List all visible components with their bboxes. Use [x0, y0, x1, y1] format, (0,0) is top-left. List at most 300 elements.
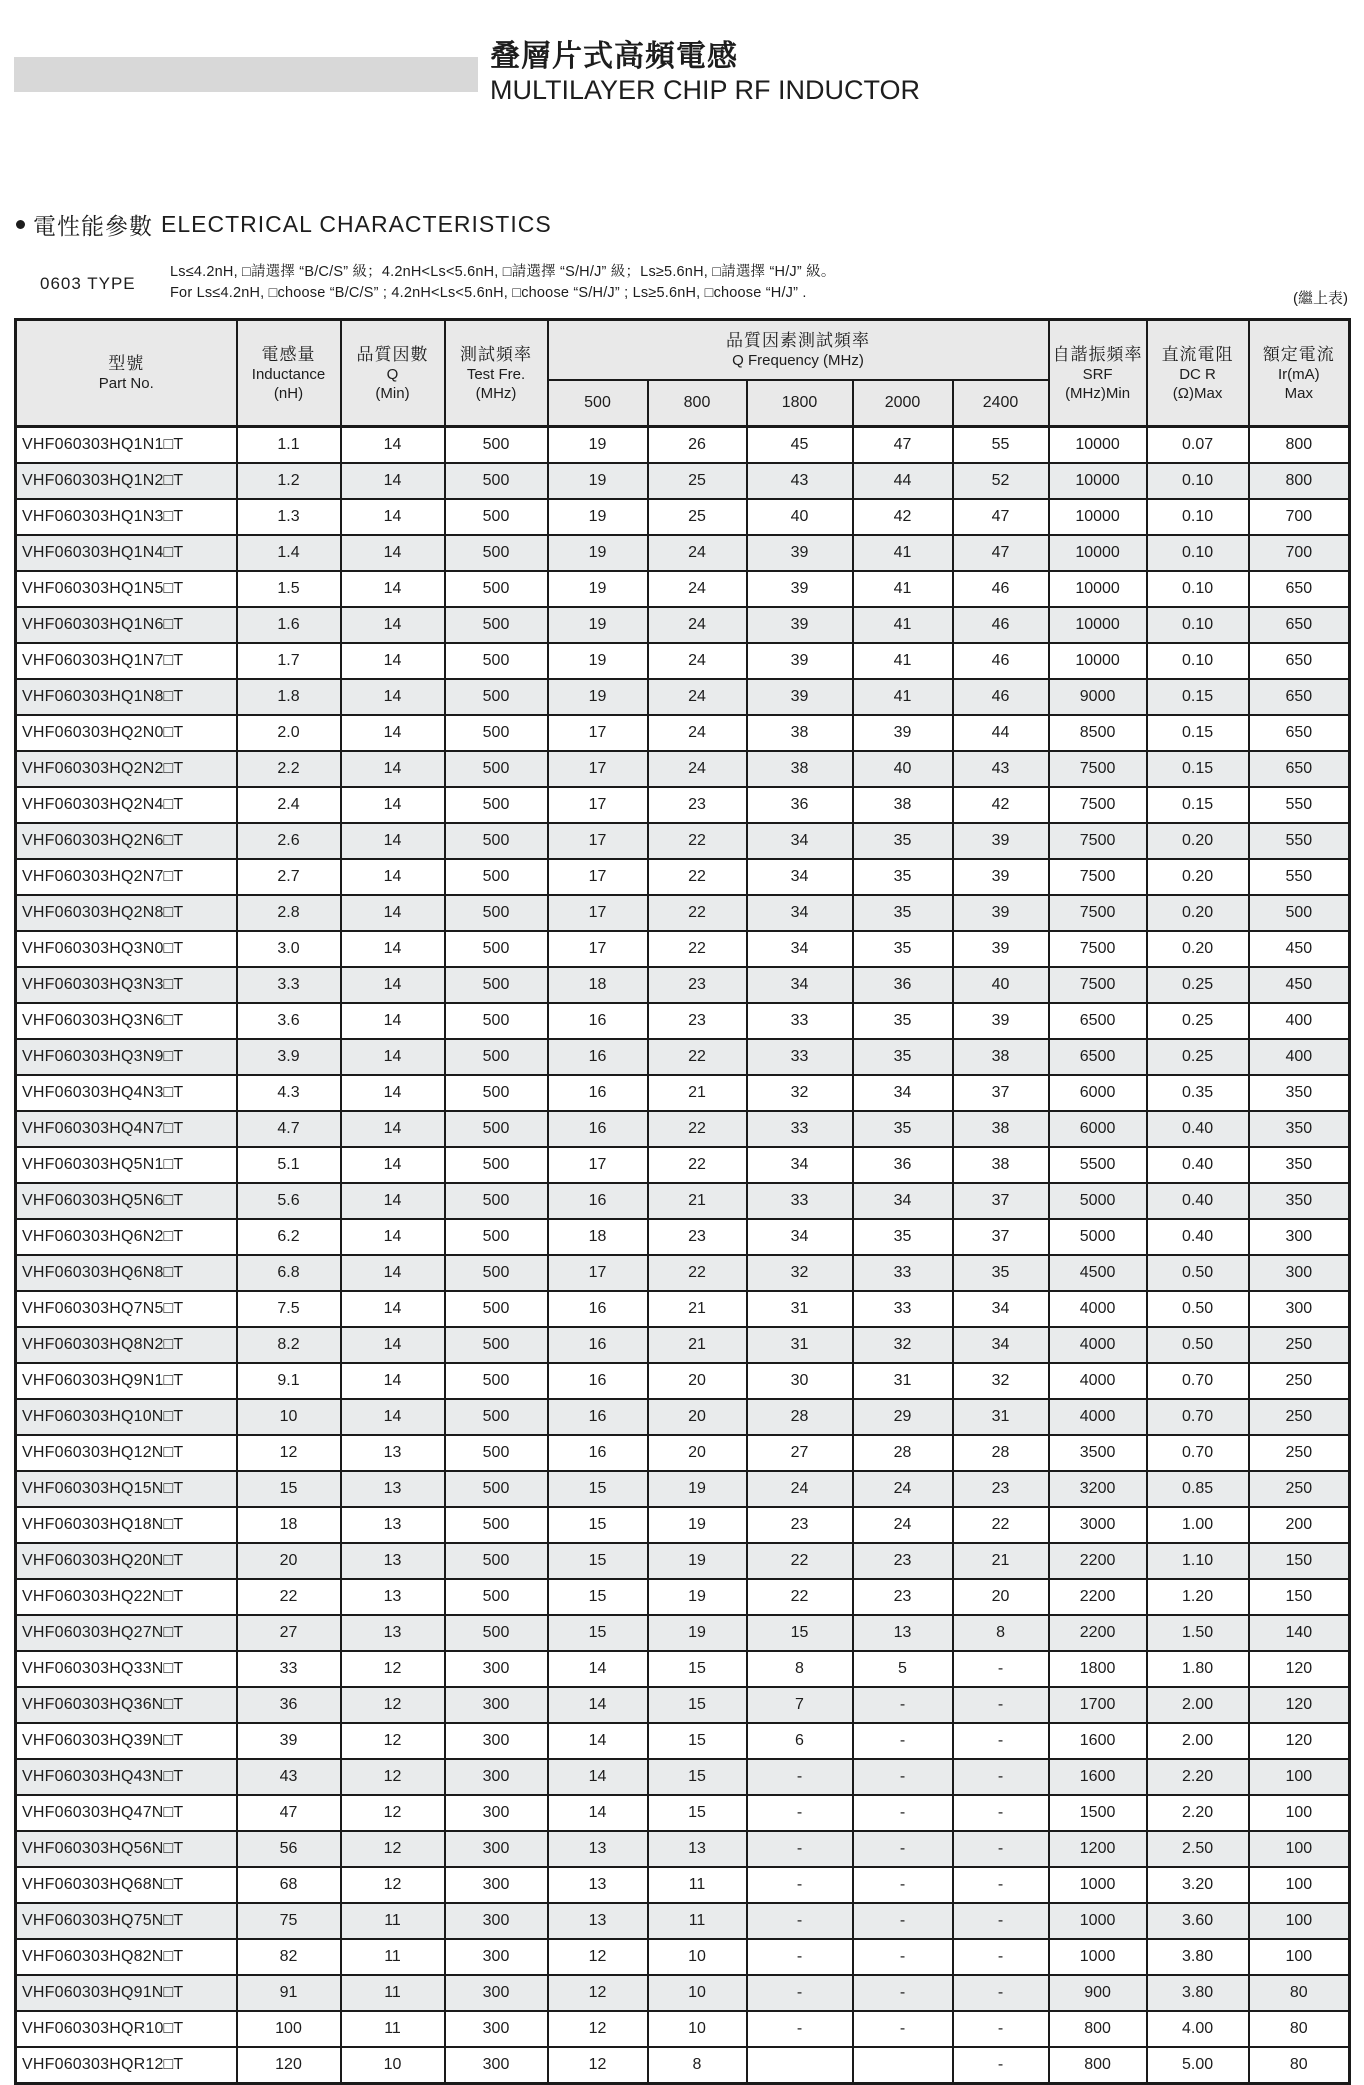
q-at-500mhz-cell: 16 [548, 1111, 648, 1147]
part-no-cell: VHF060303HQ47N□T [16, 1795, 237, 1831]
q-at-1800mhz-cell: 8 [747, 1651, 853, 1687]
q-at-500mhz-cell: 19 [548, 535, 648, 571]
q-min-cell: 14 [341, 715, 445, 751]
q-at-2400mhz-cell: 34 [953, 1327, 1049, 1363]
q-min-cell: 14 [341, 499, 445, 535]
srf-cell: 7500 [1049, 787, 1147, 823]
q-at-2000mhz-cell: 47 [853, 427, 953, 464]
q-at-1800mhz-cell: 45 [747, 427, 853, 464]
rated-current-cell: 120 [1249, 1723, 1350, 1759]
q-at-1800mhz-cell: - [747, 1795, 853, 1831]
q-min-cell: 14 [341, 1255, 445, 1291]
inductance-cell: 1.5 [237, 571, 341, 607]
part-no-cell: VHF060303HQ1N4□T [16, 535, 237, 571]
inductance-cell: 33 [237, 1651, 341, 1687]
q-at-2000mhz-cell: 40 [853, 751, 953, 787]
q-at-2400mhz-cell: 44 [953, 715, 1049, 751]
table-row [16, 1903, 1350, 1939]
q-min-cell: 12 [341, 1795, 445, 1831]
q-at-800mhz-cell: 21 [648, 1327, 747, 1363]
q-at-1800mhz-cell: 33 [747, 1003, 853, 1039]
q-at-800mhz-cell: 22 [648, 1255, 747, 1291]
rated-current-cell: 100 [1249, 1903, 1350, 1939]
grade-selection-note-zh: Ls≤4.2nH, □請選擇 “B/C/S” 級；4.2nH<Ls<5.6nH, □請選擇 “S/H/J” 級；Ls≥5.6nH, □請選擇 “H/J” 級。 [170, 264, 836, 280]
test-frequency-cell: 300 [445, 1687, 548, 1723]
q-at-2400mhz-cell: 8 [953, 1615, 1049, 1651]
srf-cell: 2200 [1049, 1579, 1147, 1615]
inductance-cell: 4.7 [237, 1111, 341, 1147]
inductance-cell: 82 [237, 1939, 341, 1975]
q-at-2400mhz-cell: - [953, 1867, 1049, 1903]
q-at-500mhz-cell: 19 [548, 571, 648, 607]
page-title [490, 40, 920, 106]
srf-cell: 6000 [1049, 1111, 1147, 1147]
test-frequency-cell: 300 [445, 1867, 548, 1903]
page-title-en: MULTILAYER CHIP RF INDUCTOR [490, 75, 921, 105]
rated-current-cell: 300 [1249, 1219, 1350, 1255]
q-at-500mhz-cell: 17 [548, 931, 648, 967]
q-at-2400mhz-cell: 28 [953, 1435, 1049, 1471]
q-min-cell: 14 [341, 1039, 445, 1075]
inductance-cell: 15 [237, 1471, 341, 1507]
q-at-1800mhz-cell: 34 [747, 1219, 853, 1255]
q-at-800mhz-cell: 22 [648, 1111, 747, 1147]
q-at-800mhz-cell: 23 [648, 787, 747, 823]
inductance-cell: 3.3 [237, 967, 341, 1003]
dc-resistance-cell: 0.15 [1147, 679, 1249, 715]
q-min-cell: 11 [341, 1975, 445, 2011]
test-frequency-cell: 500 [445, 535, 548, 571]
q-at-500mhz-cell: 15 [548, 1507, 648, 1543]
part-no-cell: VHF060303HQ27N□T [16, 1615, 237, 1651]
q-at-500mhz-cell: 12 [548, 1975, 648, 2011]
q-min-cell: 13 [341, 1471, 445, 1507]
q-at-2400mhz-cell: 39 [953, 1003, 1049, 1039]
dc-resistance-cell: 2.20 [1147, 1795, 1249, 1831]
srf-cell: 1500 [1049, 1795, 1147, 1831]
rated-current-cell: 650 [1249, 607, 1350, 643]
dc-resistance-cell: 0.10 [1147, 535, 1249, 571]
srf-cell: 4000 [1049, 1291, 1147, 1327]
srf-cell: 1600 [1049, 1759, 1147, 1795]
part-no-cell: VHF060303HQ91N□T [16, 1975, 237, 2011]
rated-current-cell: 100 [1249, 1759, 1350, 1795]
table-row [16, 1363, 1350, 1399]
inductance-cell: 1.7 [237, 643, 341, 679]
rated-current-cell: 150 [1249, 1543, 1350, 1579]
rated-current-cell: 250 [1249, 1471, 1350, 1507]
test-frequency-cell: 500 [445, 607, 548, 643]
inductance-cell: 5.1 [237, 1147, 341, 1183]
test-frequency-cell: 500 [445, 679, 548, 715]
q-at-500mhz-cell: 19 [548, 643, 648, 679]
table-row [16, 715, 1350, 751]
part-no-cell: VHF060303HQ68N□T [16, 1867, 237, 1903]
q-min-cell: 14 [341, 967, 445, 1003]
q-at-800mhz-cell: 23 [648, 967, 747, 1003]
dc-resistance-cell: 0.40 [1147, 1147, 1249, 1183]
inductance-cell: 3.0 [237, 931, 341, 967]
dc-resistance-cell: 0.20 [1147, 931, 1249, 967]
q-at-800mhz-cell: 19 [648, 1579, 747, 1615]
srf-cell: 10000 [1049, 463, 1147, 499]
test-frequency-cell: 500 [445, 643, 548, 679]
part-no-cell: VHF060303HQ2N8□T [16, 895, 237, 931]
dc-resistance-cell: 0.20 [1147, 823, 1249, 859]
srf-cell: 6000 [1049, 1075, 1147, 1111]
q-at-800mhz-cell: 15 [648, 1651, 747, 1687]
dc-resistance-cell: 3.80 [1147, 1939, 1249, 1975]
inductance-cell: 18 [237, 1507, 341, 1543]
srf-cell: 10000 [1049, 427, 1147, 464]
q-at-1800mhz-cell: - [747, 1867, 853, 1903]
q-min-cell: 13 [341, 1435, 445, 1471]
srf-cell: 4000 [1049, 1399, 1147, 1435]
q-min-cell: 11 [341, 1903, 445, 1939]
inductance-cell: 1.3 [237, 499, 341, 535]
inductance-cell: 100 [237, 2011, 341, 2047]
srf-cell: 1800 [1049, 1651, 1147, 1687]
table-row [16, 1327, 1350, 1363]
table-row [16, 1543, 1350, 1579]
col-header-srf: 自諧振頻率 SRF (MHz)Min [1049, 320, 1147, 427]
part-no-cell: VHF060303HQ15N□T [16, 1471, 237, 1507]
table-row [16, 1147, 1350, 1183]
part-no-cell: VHF060303HQ3N0□T [16, 931, 237, 967]
rated-current-cell: 200 [1249, 1507, 1350, 1543]
test-frequency-cell: 300 [445, 1975, 548, 2011]
q-min-cell: 14 [341, 751, 445, 787]
inductance-cell: 2.7 [237, 859, 341, 895]
col-header-dc-resistance: 直流電阻 DC R (Ω)Max [1147, 320, 1249, 427]
srf-cell: 10000 [1049, 643, 1147, 679]
dc-resistance-cell: 3.80 [1147, 1975, 1249, 2011]
q-at-800mhz-cell: 15 [648, 1687, 747, 1723]
dc-resistance-cell: 0.50 [1147, 1327, 1249, 1363]
rated-current-cell: 350 [1249, 1183, 1350, 1219]
test-frequency-cell: 500 [445, 1543, 548, 1579]
col-header-inductance: 電感量 Inductance (nH) [237, 320, 341, 427]
q-at-500mhz-cell: 16 [548, 1039, 648, 1075]
q-at-2000mhz-cell: 39 [853, 715, 953, 751]
q-at-800mhz-cell: 21 [648, 1075, 747, 1111]
dc-resistance-cell: 0.10 [1147, 643, 1249, 679]
bullet-icon [16, 220, 25, 229]
q-at-800mhz-cell: 19 [648, 1543, 747, 1579]
q-at-1800mhz-cell: 33 [747, 1111, 853, 1147]
rated-current-cell: 80 [1249, 1975, 1350, 2011]
srf-cell: 5000 [1049, 1219, 1147, 1255]
dc-resistance-cell: 0.70 [1147, 1399, 1249, 1435]
inductance-cell: 3.6 [237, 1003, 341, 1039]
table-row [16, 1039, 1350, 1075]
q-at-1800mhz-cell: 39 [747, 679, 853, 715]
q-at-1800mhz-cell: 31 [747, 1327, 853, 1363]
rated-current-cell: 400 [1249, 1039, 1350, 1075]
q-at-2000mhz-cell: - [853, 1759, 953, 1795]
q-at-2400mhz-cell: 23 [953, 1471, 1049, 1507]
q-at-2000mhz-cell: 34 [853, 1075, 953, 1111]
dc-resistance-cell: 5.00 [1147, 2047, 1249, 2084]
col-header-q-min: 品質因數 Q (Min) [341, 320, 445, 427]
q-at-2400mhz-cell: 34 [953, 1291, 1049, 1327]
q-freq-tick-800: 800 [648, 380, 747, 427]
table-row [16, 2011, 1350, 2047]
table-row [16, 1255, 1350, 1291]
srf-cell: 4000 [1049, 1363, 1147, 1399]
srf-cell: 1000 [1049, 1903, 1147, 1939]
srf-cell: 1000 [1049, 1939, 1147, 1975]
test-frequency-cell: 500 [445, 1507, 548, 1543]
q-min-cell: 14 [341, 679, 445, 715]
test-frequency-cell: 300 [445, 2011, 548, 2047]
q-min-cell: 14 [341, 895, 445, 931]
q-at-2000mhz-cell: 24 [853, 1507, 953, 1543]
rated-current-cell: 140 [1249, 1615, 1350, 1651]
q-min-cell: 14 [341, 859, 445, 895]
q-at-2000mhz-cell: 41 [853, 535, 953, 571]
test-frequency-cell: 500 [445, 1615, 548, 1651]
dc-resistance-cell: 2.20 [1147, 1759, 1249, 1795]
part-no-cell: VHF060303HQ36N□T [16, 1687, 237, 1723]
q-at-500mhz-cell: 12 [548, 2011, 648, 2047]
rated-current-cell: 100 [1249, 1831, 1350, 1867]
q-at-2000mhz-cell: 36 [853, 967, 953, 1003]
q-at-2000mhz-cell: 24 [853, 1471, 953, 1507]
rated-current-cell: 120 [1249, 1687, 1350, 1723]
test-frequency-cell: 500 [445, 499, 548, 535]
q-at-2400mhz-cell: - [953, 2047, 1049, 2084]
q-at-2000mhz-cell: 42 [853, 499, 953, 535]
srf-cell: 900 [1049, 1975, 1147, 2011]
q-at-800mhz-cell: 24 [648, 607, 747, 643]
electrical-characteristics-table [14, 318, 1351, 2085]
part-no-cell: VHF060303HQ2N4□T [16, 787, 237, 823]
q-at-1800mhz-cell: 30 [747, 1363, 853, 1399]
inductance-cell: 1.2 [237, 463, 341, 499]
q-at-800mhz-cell: 24 [648, 535, 747, 571]
q-at-1800mhz-cell: - [747, 2011, 853, 2047]
q-at-2000mhz-cell: 13 [853, 1615, 953, 1651]
inductance-cell: 2.6 [237, 823, 341, 859]
test-frequency-cell: 300 [445, 1651, 548, 1687]
part-no-cell: VHF060303HQ2N7□T [16, 859, 237, 895]
q-at-500mhz-cell: 16 [548, 1183, 648, 1219]
part-no-cell: VHF060303HQ1N7□T [16, 643, 237, 679]
inductance-cell: 1.6 [237, 607, 341, 643]
dc-resistance-cell: 0.40 [1147, 1183, 1249, 1219]
q-at-1800mhz-cell: 7 [747, 1687, 853, 1723]
q-at-2000mhz-cell [853, 2047, 953, 2084]
rated-current-cell: 350 [1249, 1111, 1350, 1147]
q-at-2000mhz-cell: 44 [853, 463, 953, 499]
q-at-2400mhz-cell: 20 [953, 1579, 1049, 1615]
q-min-cell: 12 [341, 1723, 445, 1759]
q-at-500mhz-cell: 19 [548, 427, 648, 464]
test-frequency-cell: 500 [445, 1579, 548, 1615]
rated-current-cell: 350 [1249, 1147, 1350, 1183]
test-frequency-cell: 500 [445, 931, 548, 967]
rated-current-cell: 250 [1249, 1363, 1350, 1399]
test-frequency-cell: 500 [445, 1003, 548, 1039]
q-at-800mhz-cell: 19 [648, 1507, 747, 1543]
table-row [16, 967, 1350, 1003]
q-at-2400mhz-cell: 46 [953, 679, 1049, 715]
dc-resistance-cell: 0.85 [1147, 1471, 1249, 1507]
rated-current-cell: 800 [1249, 427, 1350, 464]
test-frequency-cell: 300 [445, 1759, 548, 1795]
q-at-500mhz-cell: 12 [548, 2047, 648, 2084]
q-at-2000mhz-cell: 34 [853, 1183, 953, 1219]
grade-selection-note-en: For Ls≤4.2nH, □choose “B/C/S” ; 4.2nH<Ls<5.6nH, □choose “S/H/J” ; Ls≥5.6nH, □choose “H/J” . [170, 285, 807, 301]
table-row [16, 643, 1350, 679]
q-at-2000mhz-cell: - [853, 1867, 953, 1903]
q-at-800mhz-cell: 24 [648, 571, 747, 607]
q-at-1800mhz-cell: 38 [747, 715, 853, 751]
q-at-500mhz-cell: 19 [548, 679, 648, 715]
test-frequency-cell: 500 [445, 1291, 548, 1327]
test-frequency-cell: 300 [445, 1903, 548, 1939]
inductance-cell: 5.6 [237, 1183, 341, 1219]
inductance-cell: 2.8 [237, 895, 341, 931]
q-min-cell: 12 [341, 1759, 445, 1795]
q-at-2000mhz-cell: 33 [853, 1255, 953, 1291]
q-at-500mhz-cell: 14 [548, 1723, 648, 1759]
q-at-1800mhz-cell: 28 [747, 1399, 853, 1435]
q-at-1800mhz-cell: 32 [747, 1255, 853, 1291]
rated-current-cell: 150 [1249, 1579, 1350, 1615]
rated-current-cell: 450 [1249, 931, 1350, 967]
part-no-cell: VHF060303HQR10□T [16, 2011, 237, 2047]
q-at-500mhz-cell: 14 [548, 1759, 648, 1795]
part-no-cell: VHF060303HQ75N□T [16, 1903, 237, 1939]
q-at-2400mhz-cell: 37 [953, 1219, 1049, 1255]
q-at-1800mhz-cell: 34 [747, 859, 853, 895]
q-at-2000mhz-cell: - [853, 1831, 953, 1867]
table-row [16, 535, 1350, 571]
q-at-800mhz-cell: 15 [648, 1795, 747, 1831]
table-row [16, 1615, 1350, 1651]
rated-current-cell: 100 [1249, 1867, 1350, 1903]
section-heading-en: ELECTRICAL CHARACTERISTICS [161, 211, 552, 237]
q-at-800mhz-cell: 25 [648, 499, 747, 535]
q-at-2000mhz-cell: 32 [853, 1327, 953, 1363]
q-at-500mhz-cell: 13 [548, 1831, 648, 1867]
dc-resistance-cell: 0.10 [1147, 607, 1249, 643]
q-at-500mhz-cell: 17 [548, 1147, 648, 1183]
rated-current-cell: 100 [1249, 1939, 1350, 1975]
inductance-cell: 3.9 [237, 1039, 341, 1075]
col-header-test-frequency: 測試頻率 Test Fre. (MHz) [445, 320, 548, 427]
inductance-cell: 1.1 [237, 427, 341, 464]
srf-cell: 3200 [1049, 1471, 1147, 1507]
q-min-cell: 12 [341, 1867, 445, 1903]
table-row [16, 1795, 1350, 1831]
q-at-1800mhz-cell: - [747, 1831, 853, 1867]
table-row [16, 2047, 1350, 2084]
q-at-500mhz-cell: 14 [548, 1795, 648, 1831]
test-frequency-cell: 500 [445, 1435, 548, 1471]
rated-current-cell: 400 [1249, 1003, 1350, 1039]
inductance-cell: 2.4 [237, 787, 341, 823]
q-at-2000mhz-cell: 41 [853, 643, 953, 679]
q-at-1800mhz-cell: 34 [747, 967, 853, 1003]
dc-resistance-cell: 0.50 [1147, 1255, 1249, 1291]
q-at-2000mhz-cell: - [853, 1795, 953, 1831]
test-frequency-cell: 500 [445, 1183, 548, 1219]
dc-resistance-cell: 0.15 [1147, 787, 1249, 823]
q-at-1800mhz-cell: 23 [747, 1507, 853, 1543]
q-at-800mhz-cell: 19 [648, 1615, 747, 1651]
rated-current-cell: 700 [1249, 535, 1350, 571]
q-at-2400mhz-cell: 39 [953, 823, 1049, 859]
q-at-1800mhz-cell: 43 [747, 463, 853, 499]
q-at-2000mhz-cell: 41 [853, 571, 953, 607]
inductance-cell: 8.2 [237, 1327, 341, 1363]
part-no-cell: VHF060303HQ2N0□T [16, 715, 237, 751]
q-at-500mhz-cell: 17 [548, 1255, 648, 1291]
section-heading [16, 208, 552, 241]
q-min-cell: 13 [341, 1507, 445, 1543]
q-at-1800mhz-cell: 27 [747, 1435, 853, 1471]
dc-resistance-cell: 0.15 [1147, 751, 1249, 787]
table-row [16, 823, 1350, 859]
q-min-cell: 14 [341, 1363, 445, 1399]
srf-cell: 3500 [1049, 1435, 1147, 1471]
q-at-800mhz-cell: 23 [648, 1003, 747, 1039]
q-at-500mhz-cell: 18 [548, 967, 648, 1003]
q-at-800mhz-cell: 10 [648, 1975, 747, 2011]
q-at-2400mhz-cell: 32 [953, 1363, 1049, 1399]
test-frequency-cell: 500 [445, 1363, 548, 1399]
q-at-2000mhz-cell: 35 [853, 931, 953, 967]
dc-resistance-cell: 0.07 [1147, 427, 1249, 464]
q-min-cell: 14 [341, 643, 445, 679]
srf-cell: 9000 [1049, 679, 1147, 715]
q-at-800mhz-cell: 11 [648, 1867, 747, 1903]
test-frequency-cell: 300 [445, 2047, 548, 2084]
q-at-2000mhz-cell: 35 [853, 1219, 953, 1255]
q-at-2400mhz-cell: - [953, 1795, 1049, 1831]
table-row [16, 787, 1350, 823]
q-at-2400mhz-cell: 38 [953, 1111, 1049, 1147]
q-at-1800mhz-cell [747, 2047, 853, 2084]
inductance-cell: 2.2 [237, 751, 341, 787]
q-at-800mhz-cell: 22 [648, 931, 747, 967]
table-row [16, 895, 1350, 931]
q-at-1800mhz-cell: - [747, 1903, 853, 1939]
inductance-cell: 6.2 [237, 1219, 341, 1255]
dc-resistance-cell: 0.25 [1147, 1003, 1249, 1039]
q-at-2400mhz-cell: 42 [953, 787, 1049, 823]
test-frequency-cell: 500 [445, 1255, 548, 1291]
table-row [16, 1075, 1350, 1111]
test-frequency-cell: 500 [445, 715, 548, 751]
table-row [16, 1435, 1350, 1471]
q-at-2400mhz-cell: 46 [953, 643, 1049, 679]
table-row [16, 1651, 1350, 1687]
q-at-1800mhz-cell: 39 [747, 535, 853, 571]
inductance-cell: 12 [237, 1435, 341, 1471]
q-at-2000mhz-cell: 5 [853, 1651, 953, 1687]
table-row [16, 1759, 1350, 1795]
part-no-cell: VHF060303HQ8N2□T [16, 1327, 237, 1363]
q-at-2400mhz-cell: 37 [953, 1075, 1049, 1111]
q-at-2400mhz-cell: 39 [953, 931, 1049, 967]
q-at-500mhz-cell: 14 [548, 1651, 648, 1687]
q-at-500mhz-cell: 15 [548, 1471, 648, 1507]
q-min-cell: 14 [341, 1075, 445, 1111]
